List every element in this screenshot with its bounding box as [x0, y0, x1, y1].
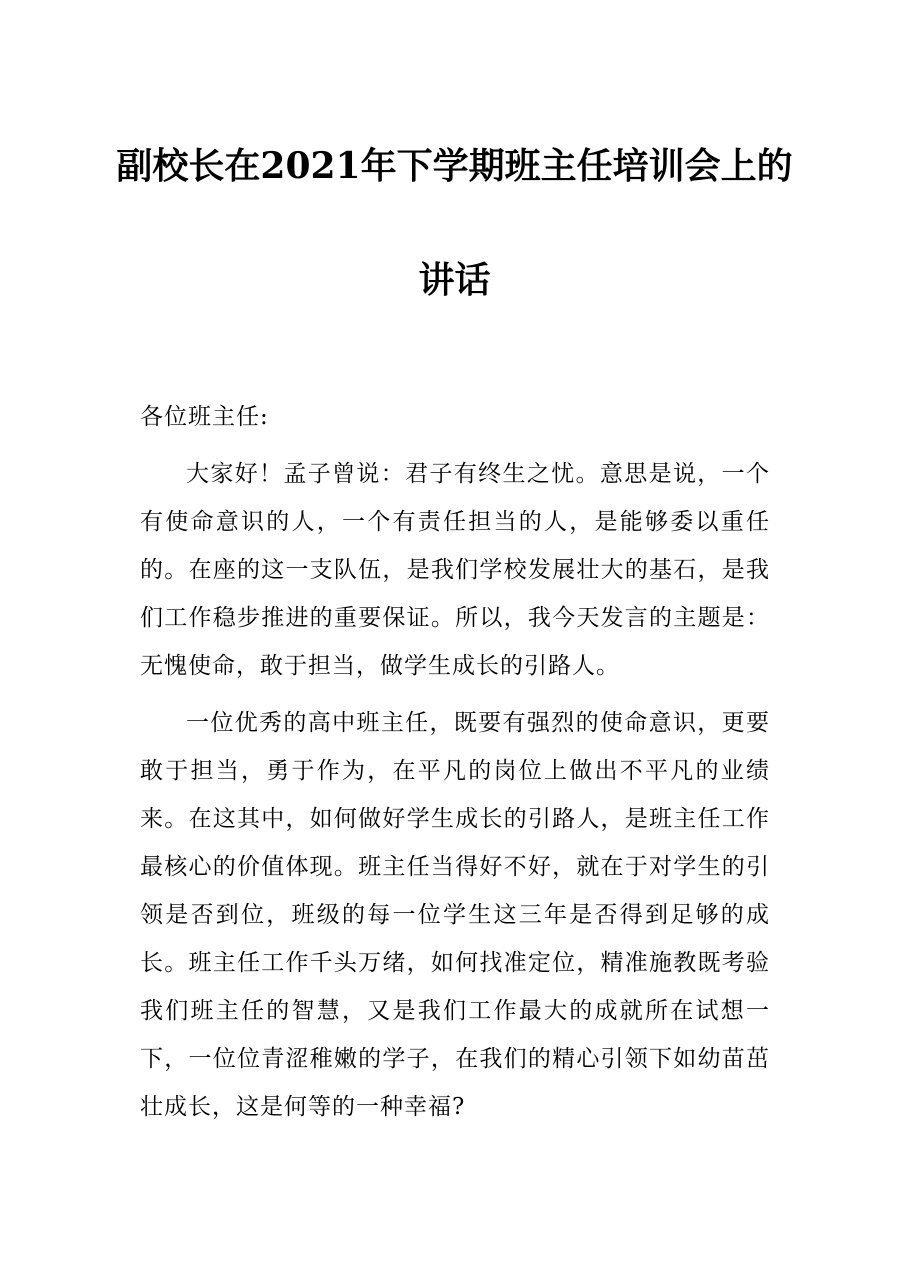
- salutation: 各位班主任:: [140, 404, 269, 430]
- body-paragraph-2: 一位优秀的高中班主任，既要有强烈的使命意识，更要敢于担当，勇于作为，在平凡的岗位上做出不平凡的业绩来。在这其中，如何做好学生成长的引路人，是班主任工作最核心的价值体现。班主任当得好不好，就在于对学生的引领是否到位，班级的每一位学生这三年是否得到足够的成长。班主任工作千头万绪，如何找准定位，精准施教既考验我们班主任的智慧，又是我们工作最大的成就所在试想一下，一位位青涩稚嫩的学子，在我们的精心引领下如幼苗茁壮成长，这是何等的一种幸福?: [140, 710, 770, 1120]
- document-title-line-2: 讲话: [418, 259, 491, 301]
- body-paragraph-1: 大家好！孟子曾说：君子有终生之忧。意思是说，一个有使命意识的人，一个有责任担当的人，是能够委以重任的。在座的这一支队伍，是我们学校发展壮大的基石，是我们工作稳步推进的重要保证。所以，我今天发言的主题是：无愧使命，敢于担当，做学生成长的引路人。: [140, 461, 770, 679]
- document-title-line-1: 副校长在2021年下学期班主任培训会上的: [116, 145, 793, 187]
